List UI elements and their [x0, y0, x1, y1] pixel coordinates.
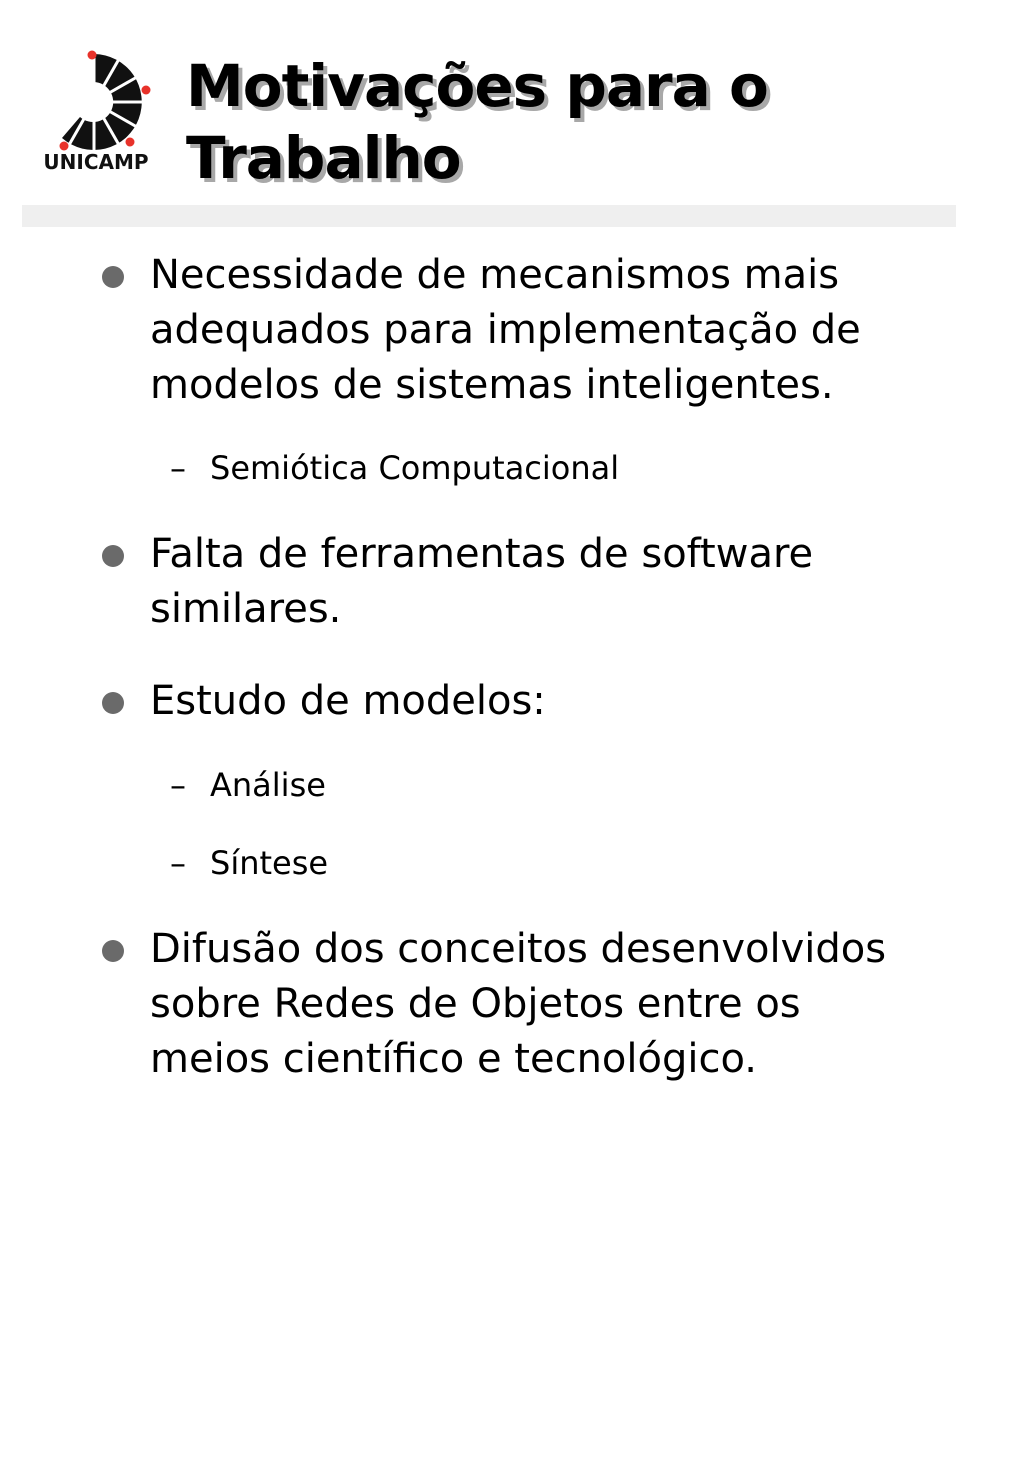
logo-text: UNICAMP [43, 150, 149, 174]
title-divider [22, 205, 956, 227]
unicamp-logo [30, 40, 162, 180]
bullet-icon [102, 545, 124, 567]
slide-title: Motivações para o Trabalho [186, 52, 768, 192]
dash-icon: – [170, 766, 186, 804]
bullet-text: Estudo de modelos: [150, 678, 546, 724]
bullet-text: Difusão dos conceitos desenvolvidos sobre Redes de Objetos entre os meios científico e tecnológico. [150, 926, 887, 1082]
bullet-icon [102, 940, 124, 962]
bullet-item [150, 674, 910, 729]
bullet-item [150, 922, 910, 1087]
bullet-item [150, 527, 910, 637]
sub-bullet-item [170, 843, 890, 883]
bullet-text: Falta de ferramentas de software similares. [150, 531, 814, 632]
dash-icon: – [170, 844, 186, 882]
sub-bullet-text: Semiótica Computacional [210, 449, 620, 487]
sub-bullet-item [170, 765, 890, 805]
sub-bullet-text: Síntese [210, 844, 329, 882]
sub-bullet-item [170, 448, 890, 488]
sub-bullet-text: Análise [210, 766, 326, 804]
dash-icon: – [170, 449, 186, 487]
bullet-text: Necessidade de mecanismos mais adequados para implementação de modelos de sistemas inteligentes. [150, 252, 861, 408]
bullet-icon [102, 266, 124, 288]
bullet-icon [102, 692, 124, 714]
bullet-item [150, 248, 910, 413]
